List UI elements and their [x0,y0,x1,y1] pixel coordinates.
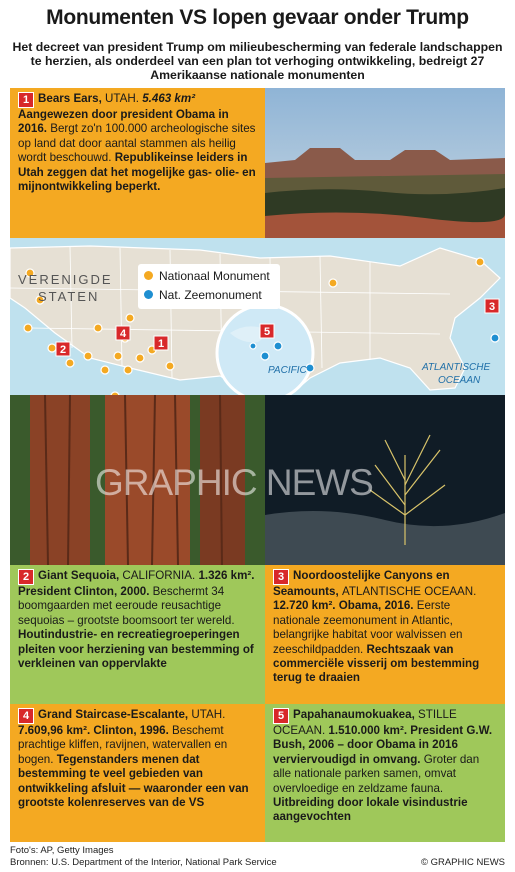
monument-lead: 7.609,96 km². Clinton, 1996. [18,724,169,737]
monument-name: Giant Sequoia, [38,569,120,582]
marker-3: 3 [488,301,496,313]
monument-state: UTAH. [105,92,139,105]
panel-bears-ears [10,88,265,238]
monument-lead: 1.326 km². President Clinton, 2000. [18,569,255,598]
marker-number: 1 [18,92,34,108]
marker-4: 4 [119,328,127,340]
monument-lead: 12.720 km². Obama, 2016. [273,599,414,613]
marker-number: 2 [18,569,34,585]
legend-land: Nationaal Monument [144,267,274,286]
monument-text: Bergt zo'n 100.000 archeologische sites op land dat door aantal stammen als heilig wordt beschouwd. [18,122,256,165]
monument-controversy: Rechtszaak van commerciële visserij om bestemming terug te draaien [273,642,480,685]
panel-papahanaumokuakea [265,704,505,842]
monument-text: Eerste nationale zeemonument in Atlantic, belangrijke habitat voor walvissen en zeeschildpadden. [273,599,463,656]
pacific-globe [217,305,313,395]
pacific-label: PACIFIC [268,365,307,376]
monument-state: CALIFORNIA. [122,569,196,582]
panel-grand-staircase [10,704,265,842]
monument-name: Bears Ears, [38,92,102,105]
monument-lead: Aangewezen door president Obama in 2016. [18,108,229,136]
monument-name: Papahanaumokuakea, [293,708,415,721]
bears-ears-photo-illustration [265,88,505,238]
atlantic-label-1: ATLANTISCHE [422,362,491,373]
panel-seamounts [265,565,505,704]
monument-controversy: Republikeinse leiders in Utah zeggen dat het mogelijke gas- olie- en mijnontwikkeling beperkt. [18,151,256,194]
country-label-1: VERENIGDE [18,272,113,287]
monument-controversy: Houtindustrie- en recreatiegroeperingen pleiten voor herziening van bestemming of verkleinen van oppervlakte [18,628,254,671]
map-legend [138,264,280,309]
us-map [10,238,505,395]
sources: Bronnen: U.S. Department of the Interior, National Park Service [10,857,277,868]
marker-number: 3 [273,569,289,585]
monument-text: Groter dan alle nationale parken samen, omvat overvloedige en zeldzame fauna. [273,752,480,795]
monument-name: Noordoostelijke Canyons en Seamounts, [273,569,450,598]
watermark: GRAPHIC NEWS [95,462,373,503]
legend-sea-dot [144,290,153,299]
marker-number: 5 [273,708,289,724]
photo-credits: Foto's: AP, Getty Images [10,845,114,856]
monument-state: STILLE OCEAAN. [273,708,457,737]
monument-name: Grand Staircase-Escalante, [38,708,189,721]
photo-bears-ears [265,88,505,238]
us-map-graphic [10,238,505,395]
marker-2: 2 [59,344,67,356]
monument-state: UTAH. [191,708,226,721]
marker-number: 4 [18,708,34,724]
legend-sea: Nat. Zeemonument [144,286,274,305]
marker-1: 1 [157,338,165,350]
monument-text: Beschermt 34 boomgaarden met eeroude reusachtige sequoias – grootste boomsoort ter wereld. [18,585,235,627]
page-subtitle: Het decreet van president Trump om milieubescherming van federale landschappen te herzien, als onderdeel van een plan tot verhoging ontwikkeling, bedreigt 27 Amerikaanse nationale monumenten [12,40,503,82]
atlantic-label-2: OCEAAN [438,375,481,386]
monument-state: ATLANTISCHE OCEAAN. [341,585,477,598]
copyright: © GRAPHIC NEWS [420,857,505,868]
country-label-2: STATEN [38,289,100,304]
monument-controversy: Uitbreiding door lokale visindustrie aangevochten [273,796,468,824]
panel-giant-sequoia [10,565,265,704]
monument-area: 5.463 km² [142,92,196,105]
marker-5: 5 [263,326,271,338]
legend-land-dot [144,271,153,280]
page-title: Monumenten VS lopen gevaar onder Trump [46,6,469,29]
monument-controversy: Tegenstanders menen dat bestemming te veel gebieden van ontwikkeling afsluit — waaronder een van grootste kolenreserves van de VS [18,752,249,810]
monument-lead: 1.510.000 km². President G.W. Bush, 2006 – door Obama in 2016 verviervoudigd in omvang. [273,724,493,766]
monument-text: Beschemt prachtige kliffen, ravijnen, watervallen en bogen. [18,724,228,766]
